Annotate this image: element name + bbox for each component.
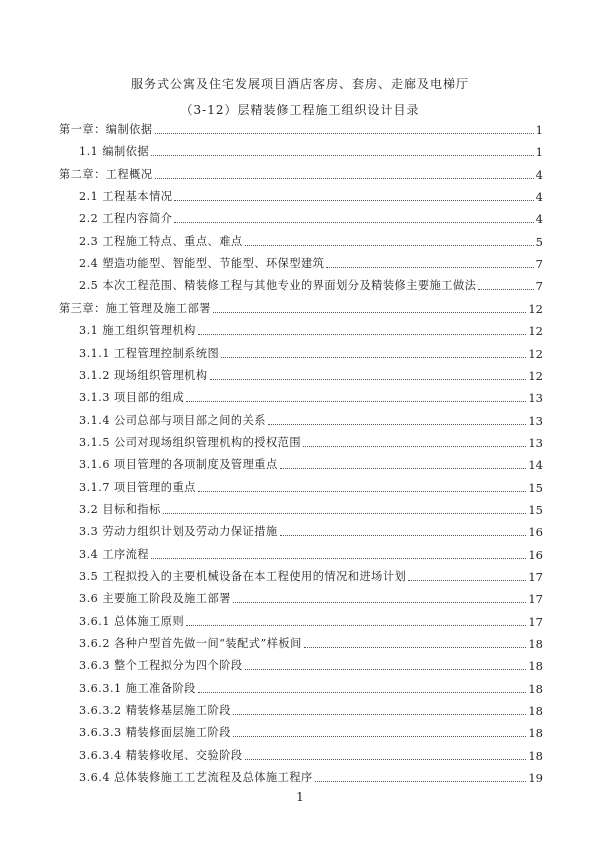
toc-entry[interactable] [79,769,543,785]
document-title-line1: 服务式公寓及住宅发展项目酒店客房、套房、走廊及电梯厅 [130,77,469,91]
toc-entry-label: 3.1.2 现场组织管理机构 [79,368,208,382]
toc-entry-page: 18 [528,681,543,696]
toc-entry-label: 3.6.4 总体装修施工工艺流程及总体施工程序 [79,771,313,785]
toc-entry-label: 第一章：编制依据 [59,123,153,136]
toc-entry-label: 3.6.3.2 精装修基层施工阶段 [79,704,231,718]
toc-entry-label: 3.4 工序流程 [79,547,150,561]
toc-entry-label: 2.5 本次工程范围、精装修工程与其他专业的界面划分及精装修主要施工做法 [79,279,477,293]
toc-entry[interactable] [79,724,543,740]
toc-leader-dots [304,647,527,648]
toc-entry-page: 19 [528,771,543,786]
toc-leader-dots [408,580,526,581]
toc-entry[interactable] [59,166,543,182]
toc-entry[interactable] [79,747,543,763]
toc-leader-dots [315,781,527,782]
toc-leader-dots [326,267,533,268]
toc-entry[interactable] [79,345,543,361]
toc-entry[interactable] [79,613,543,629]
toc-leader-dots [210,379,527,380]
toc-leader-dots [213,312,526,313]
toc-entry[interactable] [79,546,543,562]
toc-entry-page: 7 [535,279,543,294]
toc-entry-label: 3.5 工程拟投入的主要机械设备在本工程使用的情况和进场计划 [79,570,407,583]
toc-entry-page: 7 [535,257,543,272]
toc-leader-dots [186,401,526,402]
toc-entry[interactable] [79,322,543,338]
toc-leader-dots [163,513,527,514]
toc-entry-page: 17 [528,570,543,584]
toc-leader-dots [280,535,527,536]
toc-leader-dots [155,133,534,134]
toc-entry-label: 3.6.3.4 精装修收尾、交验阶段 [79,748,243,762]
toc-entry-page: 1 [535,145,543,160]
toc-entry-label: 3.1.1 工程管理控制系统图 [79,346,220,360]
toc-entry-page: 1 [535,123,543,137]
toc-entry-page: 5 [535,234,543,249]
document-title-line2: （3-12）层精装修工程施工组织设计目录 [180,103,420,117]
toc-leader-dots [174,222,533,223]
toc-leader-dots [198,692,527,693]
toc-leader-dots [268,424,526,425]
toc-entry-label: 3.1.4 公司总部与项目部之间的关系 [79,413,266,427]
toc-entry-label: 3.1 施工组织管理机构 [79,324,196,338]
toc-entry-page: 17 [528,592,543,607]
toc-entry-label: 3.1.3 项目部的组成 [79,391,185,405]
toc-leader-dots [151,558,526,559]
toc-entry-label: 3.6.3.1 施工准备阶段 [79,681,196,695]
toc-entry[interactable] [79,277,543,293]
toc-entry[interactable] [79,479,543,495]
toc-leader-dots [198,491,527,492]
toc-entry-page: 12 [528,368,543,383]
toc-entry-page: 15 [528,480,543,495]
toc-entry-label: 3.1.5 公司对现场组织管理机构的授权范围 [79,435,302,449]
toc-entry-page: 17 [528,614,543,629]
toc-entry[interactable] [79,456,543,472]
toc-entry-label: 3.2 目标和指标 [79,502,161,516]
toc-entry-page: 12 [528,346,543,361]
toc-entry[interactable] [79,255,543,271]
toc-entry-label: 2.4 塑造功能型、智能型、节能型、环保型建筑 [79,257,325,271]
toc-entry-label: 3.6.3 整个工程拟分为四个阶段 [79,659,243,673]
toc-leader-dots [151,155,534,156]
toc-leader-dots [303,446,526,447]
toc-entry-label: 3.1.7 项目管理的重点 [79,480,196,494]
toc-leader-dots [245,245,534,246]
toc-entry-page: 14 [528,458,543,473]
toc-entry[interactable] [79,188,543,204]
toc-entry-label: 2.1 工程基本情况 [79,190,173,204]
toc-entry-page: 15 [528,502,543,517]
toc-entry-label: 3.3 劳动力组织计划及劳动力保证措施 [79,525,278,539]
toc-entry-page: 18 [528,726,543,741]
toc-leader-dots [280,468,527,469]
toc-entry-label: 3.6.1 总体施工原则 [79,614,185,628]
toc-entry-page: 18 [528,748,543,763]
toc-leader-dots [174,200,533,201]
toc-leader-dots [233,714,526,715]
toc-leader-dots [245,669,527,670]
toc-leader-dots [478,289,533,290]
toc-entry-page: 4 [535,212,543,227]
toc-entry[interactable] [79,501,543,517]
toc-entry[interactable] [79,702,543,718]
toc-entry-page: 18 [528,704,543,719]
toc-entry-label: 3.6 主要施工阶段及施工部署 [79,592,231,606]
toc-entry-label: 2.2 工程内容简介 [79,212,173,226]
toc-entry-label: 3.6.2 各种户型首先做一间“装配式”样板间 [79,637,302,651]
toc-entry-page: 13 [528,413,543,428]
toc-entry[interactable] [79,434,543,450]
toc-entry[interactable] [79,523,543,539]
toc-leader-dots [221,357,526,358]
toc-entry[interactable] [79,389,543,405]
toc-leader-dots [186,625,526,626]
toc-entry[interactable] [79,635,543,651]
toc-entry[interactable] [79,233,543,249]
toc-entry[interactable] [79,367,543,383]
toc-entry-page: 12 [528,301,543,316]
toc-entry-label: 1.1 编制依据 [79,145,150,159]
toc-entry[interactable] [79,568,543,584]
toc-entry[interactable] [79,210,543,226]
toc-entry-page: 13 [528,435,543,450]
toc-entry[interactable] [59,121,543,137]
toc-entry-page: 18 [528,659,543,674]
toc-entry-label: 3.6.3.3 精装修面层施工阶段 [79,726,231,740]
toc-entry-page: 13 [528,391,543,406]
toc-entry-label: 2.3 工程施工特点、重点、难点 [79,234,243,248]
toc-entry[interactable] [79,657,543,673]
toc-leader-dots [155,178,534,179]
toc-entry-label: 第二章：工程概况 [59,167,153,181]
toc-leader-dots [233,602,526,603]
toc-leader-dots [198,334,527,335]
toc-entry[interactable] [79,412,543,428]
toc-entry[interactable] [79,143,543,159]
toc-entry[interactable] [59,300,543,316]
toc-entry-page: 4 [535,167,543,182]
toc-entry-page: 4 [535,190,543,205]
toc-leader-dots [233,736,526,737]
toc-entry-page: 16 [528,525,543,540]
toc-entry[interactable] [79,590,543,606]
toc-leader-dots [245,759,527,760]
toc-entry-label: 3.1.6 项目管理的各项制度及管理重点 [79,458,278,472]
toc-entry-page: 18 [528,637,543,652]
toc-entry-label: 第三章：施工管理及施工部署 [59,301,211,315]
toc-entry-page: 12 [528,324,543,339]
page-number: 1 [296,790,304,804]
toc-entry[interactable] [79,680,543,696]
toc-entry-page: 16 [528,547,543,562]
